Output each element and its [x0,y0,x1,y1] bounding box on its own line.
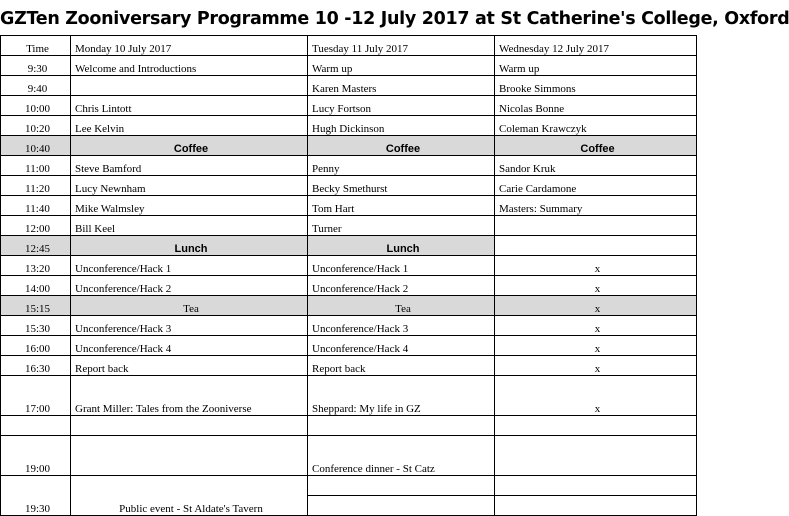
monday-cell: Bill Keel [71,216,308,236]
wednesday-cell: x [495,276,697,296]
monday-cell: Steve Bamford [71,156,308,176]
empty-cell [495,476,697,496]
wednesday-cell: Brooke Simmons [495,76,697,96]
time-cell: 15:15 [1,296,71,316]
wednesday-cell: Masters: Summary [495,196,697,216]
monday-cell: Lucy Newnham [71,176,308,196]
monday-cell: Chris Lintott [71,96,308,116]
header-monday: Monday 10 July 2017 [71,36,308,56]
monday-cell: Unconference/Hack 4 [71,336,308,356]
tuesday-cell: Turner [308,216,495,236]
time-cell: 10:40 [1,136,71,156]
header-wednesday: Wednesday 12 July 2017 [495,36,697,56]
wednesday-cell [495,236,697,256]
table-row [1,116,697,136]
monday-cell: Lee Kelvin [71,116,308,136]
time-cell: 9:40 [1,76,71,96]
table-row [1,376,697,416]
tuesday-cell: Penny [308,156,495,176]
coffee-break-monday: Coffee [71,136,308,156]
wednesday-cell: x [495,296,697,316]
lunch-break-monday: Lunch [71,236,308,256]
table-row [1,176,697,196]
tuesday-cell: Sheppard: My life in GZ [308,376,495,416]
wednesday-cell: Carie Cardamone [495,176,697,196]
tuesday-cell: Unconference/Hack 4 [308,336,495,356]
monday-cell: Unconference/Hack 3 [71,316,308,336]
coffee-break-tuesday: Coffee [308,136,495,156]
lunch-row [1,236,697,256]
tuesday-cell: Unconference/Hack 2 [308,276,495,296]
time-cell: 14:00 [1,276,71,296]
time-cell: 9:30 [1,56,71,76]
empty-cell [71,476,308,496]
wednesday-cell: x [495,256,697,276]
monday-cell: Mike Walmsley [71,196,308,216]
time-cell: 10:00 [1,96,71,116]
wednesday-cell: x [495,316,697,336]
coffee-break-wednesday: Coffee [495,136,697,156]
monday-cell [71,76,308,96]
time-cell: 12:00 [1,216,71,236]
monday-cell: Report back [71,356,308,376]
time-cell: 15:30 [1,316,71,336]
coffee-row [1,136,697,156]
wednesday-cell [495,216,697,236]
spacer-row [1,476,697,496]
table-row [1,96,697,116]
monday-cell: Grant Miller: Tales from the Zooniverse [71,376,308,416]
tuesday-cell [308,496,495,516]
empty-cell [495,416,697,436]
tuesday-cell: Becky Smethurst [308,176,495,196]
header-tuesday: Tuesday 11 July 2017 [308,36,495,56]
tuesday-cell: Unconference/Hack 3 [308,316,495,336]
monday-cell: Welcome and Introductions [71,56,308,76]
tea-break-monday: Tea [71,296,308,316]
empty-cell [1,476,71,496]
monday-cell: Unconference/Hack 2 [71,276,308,296]
empty-cell [308,416,495,436]
time-cell: 16:00 [1,336,71,356]
tuesday-cell: Hugh Dickinson [308,116,495,136]
table-row [1,276,697,296]
monday-cell [71,436,308,476]
time-cell: 11:20 [1,176,71,196]
wednesday-cell: x [495,376,697,416]
time-cell: 12:45 [1,236,71,256]
table-row [1,256,697,276]
wednesday-cell: Nicolas Bonne [495,96,697,116]
time-cell: 13:20 [1,256,71,276]
table-row [1,56,697,76]
time-cell: 17:00 [1,376,71,416]
time-cell: 11:40 [1,196,71,216]
table-row [1,196,697,216]
empty-cell [1,416,71,436]
wednesday-cell: x [495,356,697,376]
time-cell: 19:30 [1,496,71,516]
tuesday-cell: Unconference/Hack 1 [308,256,495,276]
header-time: Time [1,36,71,56]
time-cell: 16:30 [1,356,71,376]
tuesday-cell: Tom Hart [308,196,495,216]
wednesday-cell: Sandor Kruk [495,156,697,176]
spacer-row [1,416,697,436]
table-row [1,316,697,336]
wednesday-cell: Warm up [495,56,697,76]
header-row [1,36,697,56]
wednesday-cell: x [495,336,697,356]
time-cell: 19:00 [1,436,71,476]
table-row [1,336,697,356]
tuesday-cell: Lucy Fortson [308,96,495,116]
tea-break-tuesday: Tea [308,296,495,316]
monday-cell: Public event - St Aldate's Tavern [71,496,308,516]
wednesday-cell [495,496,697,516]
empty-cell [308,476,495,496]
table-row [1,496,697,516]
wednesday-cell [495,436,697,476]
schedule-table [0,35,697,516]
table-row [1,76,697,96]
tea-row [1,296,697,316]
tuesday-cell: Warm up [308,56,495,76]
time-cell: 10:20 [1,116,71,136]
time-cell: 11:00 [1,156,71,176]
table-row [1,436,697,476]
table-row [1,156,697,176]
lunch-break-tuesday: Lunch [308,236,495,256]
page-title: GZTen Zooniversary Programme 10 -12 July 2017 at St Catherine's College, Oxford [0,9,789,29]
tuesday-cell: Conference dinner - St Catz [308,436,495,476]
monday-cell: Unconference/Hack 1 [71,256,308,276]
empty-cell [71,416,308,436]
tuesday-cell: Report back [308,356,495,376]
wednesday-cell: Coleman Krawczyk [495,116,697,136]
tuesday-cell: Karen Masters [308,76,495,96]
table-row [1,216,697,236]
table-row [1,356,697,376]
